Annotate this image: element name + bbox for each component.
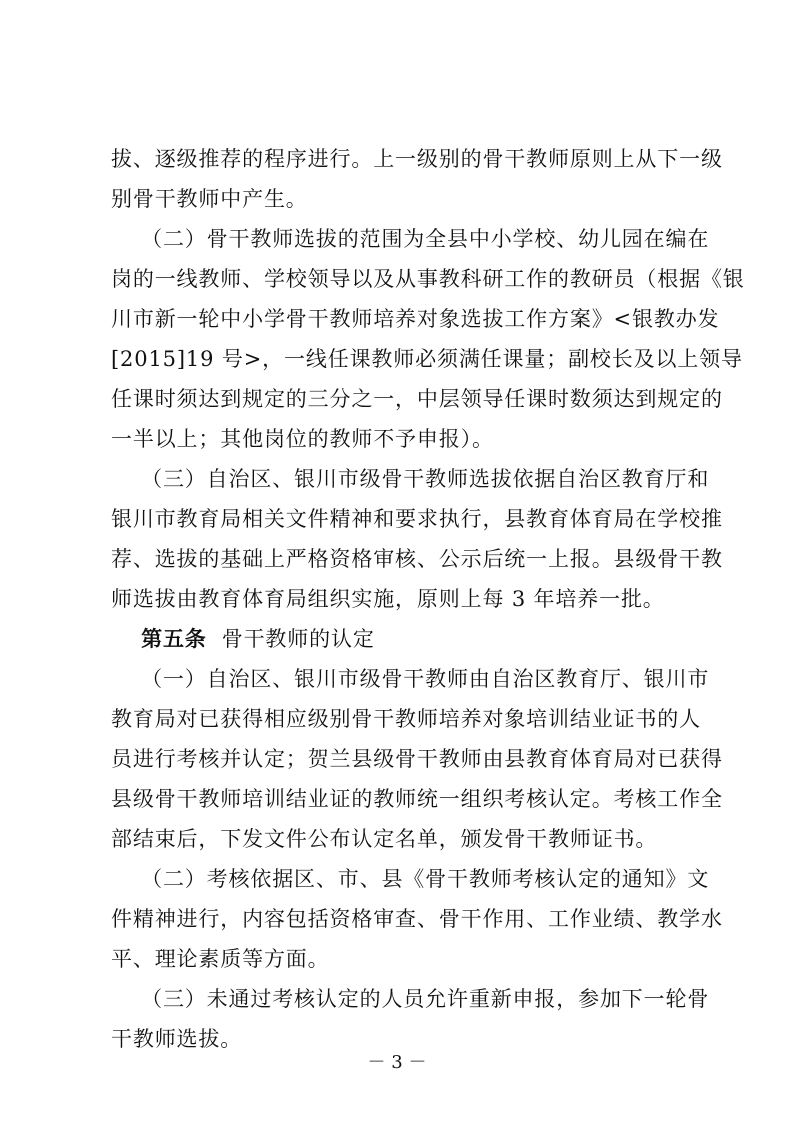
paragraph-line: 荐、选拔的基础上严格资格审核、公示后统一上报。县级骨干教 bbox=[111, 547, 723, 571]
paragraph-line: （二）考核依据区、市、县《骨干教师考核认定的通知》文 bbox=[111, 867, 710, 891]
paragraph-line: 平、理论素质等方面。 bbox=[111, 947, 330, 971]
paragraph-line: 教育局对已获得相应级别骨干教师培养对象培训结业证书的人 bbox=[111, 707, 701, 731]
page-number: － 3 － bbox=[367, 1052, 427, 1073]
paragraph-line: 别骨干教师中产生。 bbox=[111, 187, 308, 211]
paragraph-line: 川市新一轮中小学骨干教师培养对象选拔工作方案》<银教办发 bbox=[111, 307, 720, 331]
paragraph-line: （三）自治区、银川市级骨干教师选拔依据自治区教育厅和 bbox=[111, 467, 710, 491]
article-number: 第五条 bbox=[141, 626, 207, 651]
paragraph-line: 县级骨干教师培训结业证的教师统一组织考核认定。考核工作全 bbox=[111, 787, 723, 811]
paragraph-line: 拔、逐级推荐的程序进行。上一级别的骨干教师原则上从下一级 bbox=[111, 147, 723, 171]
paragraph-line: 岗的一线教师、学校领导以及从事教科研工作的教研员（根据《银 bbox=[111, 267, 745, 291]
paragraph-line: 任课时须达到规定的三分之一，中层领导任课时数须达到规定的 bbox=[111, 387, 723, 411]
paragraph-line: 师选拔由教育体育局组织实施，原则上每 3 年培养一批。 bbox=[111, 587, 665, 611]
article-heading bbox=[111, 619, 691, 659]
paragraph-line: 部结束后，下发文件公布认定名单，颁发骨干教师证书。 bbox=[111, 827, 658, 851]
paragraph-line: 银川市教育局相关文件精神和要求执行，县教育体育局在学校推 bbox=[111, 507, 723, 531]
paragraph-line: 一半以上；其他岗位的教师不予申报）。 bbox=[111, 427, 494, 451]
paragraph-line: [2015]19 号>，一线任课教师必须满任课量；副校长及以上领导 bbox=[111, 347, 743, 371]
paragraph-line: 干教师选拔。 bbox=[111, 1027, 243, 1051]
paragraph-line: （一）自治区、银川市级骨干教师由自治区教育厅、银川市 bbox=[111, 667, 710, 691]
paragraph-line: 件精神进行，内容包括资格审查、骨干作用、工作业绩、教学水 bbox=[111, 907, 723, 931]
article-title: 骨干教师的认定 bbox=[221, 627, 375, 651]
paragraph-line: 员进行考核并认定；贺兰县级骨干教师由县教育体育局对已获得 bbox=[111, 747, 723, 771]
paragraph-line: （二）骨干教师选拔的范围为全县中小学校、幼儿园在编在 bbox=[111, 227, 710, 251]
paragraph-line: （三）未通过考核认定的人员允许重新申报，参加下一轮骨 bbox=[111, 987, 710, 1011]
